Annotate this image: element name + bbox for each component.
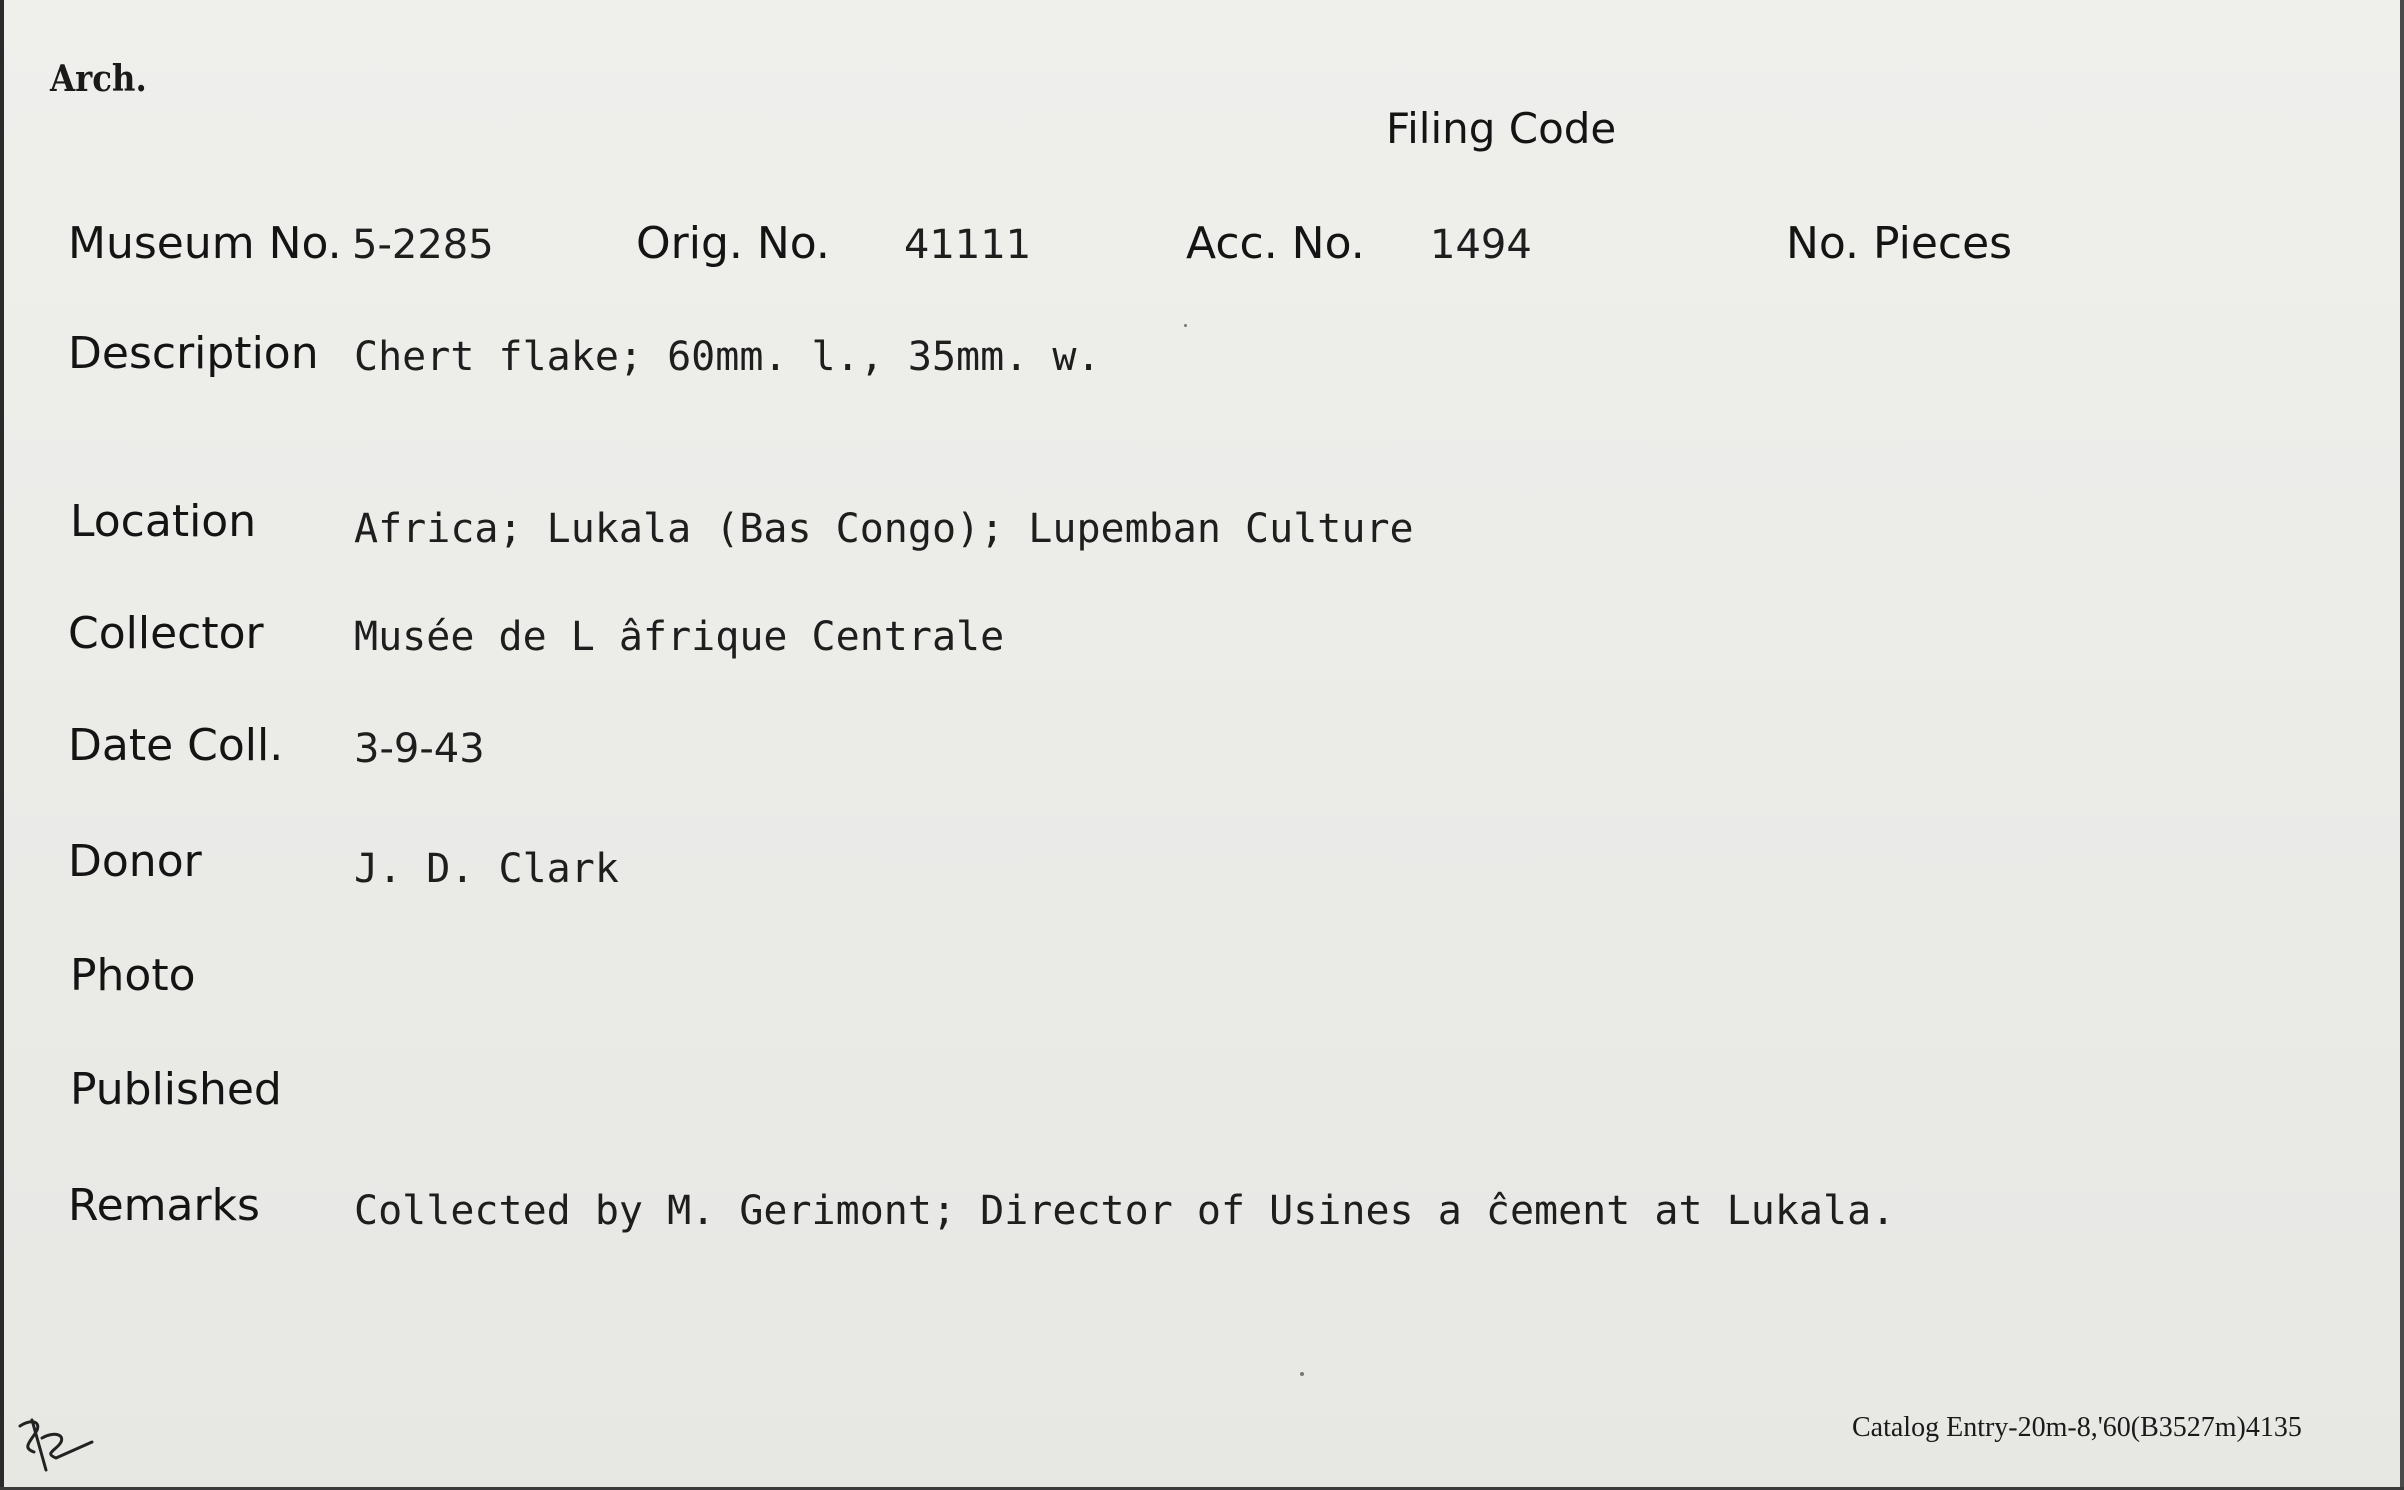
location-label: Location [70,496,257,547]
card-left-edge [0,0,4,1490]
card-right-edge [2400,0,2404,1490]
orig-no-label: Orig. No. [636,218,830,269]
acc-no-label: Acc. No. [1186,218,1365,269]
description-label: Description [68,328,319,379]
handwritten-initials-mark [12,1408,102,1478]
donor-label: Donor [68,836,202,887]
filing-code-label: Filing Code [1386,104,1617,153]
collector-value: Musée de L âfrique Centrale [354,614,1005,660]
orig-no-value: 41111 [904,222,1032,268]
museum-no-label: Museum No. [68,218,342,269]
date-coll-label: Date Coll. [68,720,284,771]
no-pieces-label: No. Pieces [1786,218,2013,269]
photo-label: Photo [70,950,196,1001]
description-value: Chert flake; 60mm. l., 35mm. w. [354,334,1101,380]
catalog-footer: Catalog Entry-20m-8,'60(B3527m)4135 [1852,1412,2302,1443]
card-speck [1184,324,1187,327]
collector-label: Collector [68,608,264,659]
published-label: Published [70,1064,282,1115]
location-value: Africa; Lukala (Bas Congo); Lupemban Culture [354,506,1414,552]
donor-value: J. D. Clark [354,846,619,892]
date-coll-value: 3-9-43 [354,726,485,772]
remarks-label: Remarks [68,1180,260,1231]
acc-no-value: 1494 [1430,222,1532,268]
corner-handwritten-note: Arch. [50,58,147,100]
card-speck [1300,1372,1304,1376]
museum-no-value: 5-2285 [352,222,494,268]
remarks-value: Collected by M. Gerimont; Director of Usines a ĉement at Lukala. [354,1188,1896,1234]
